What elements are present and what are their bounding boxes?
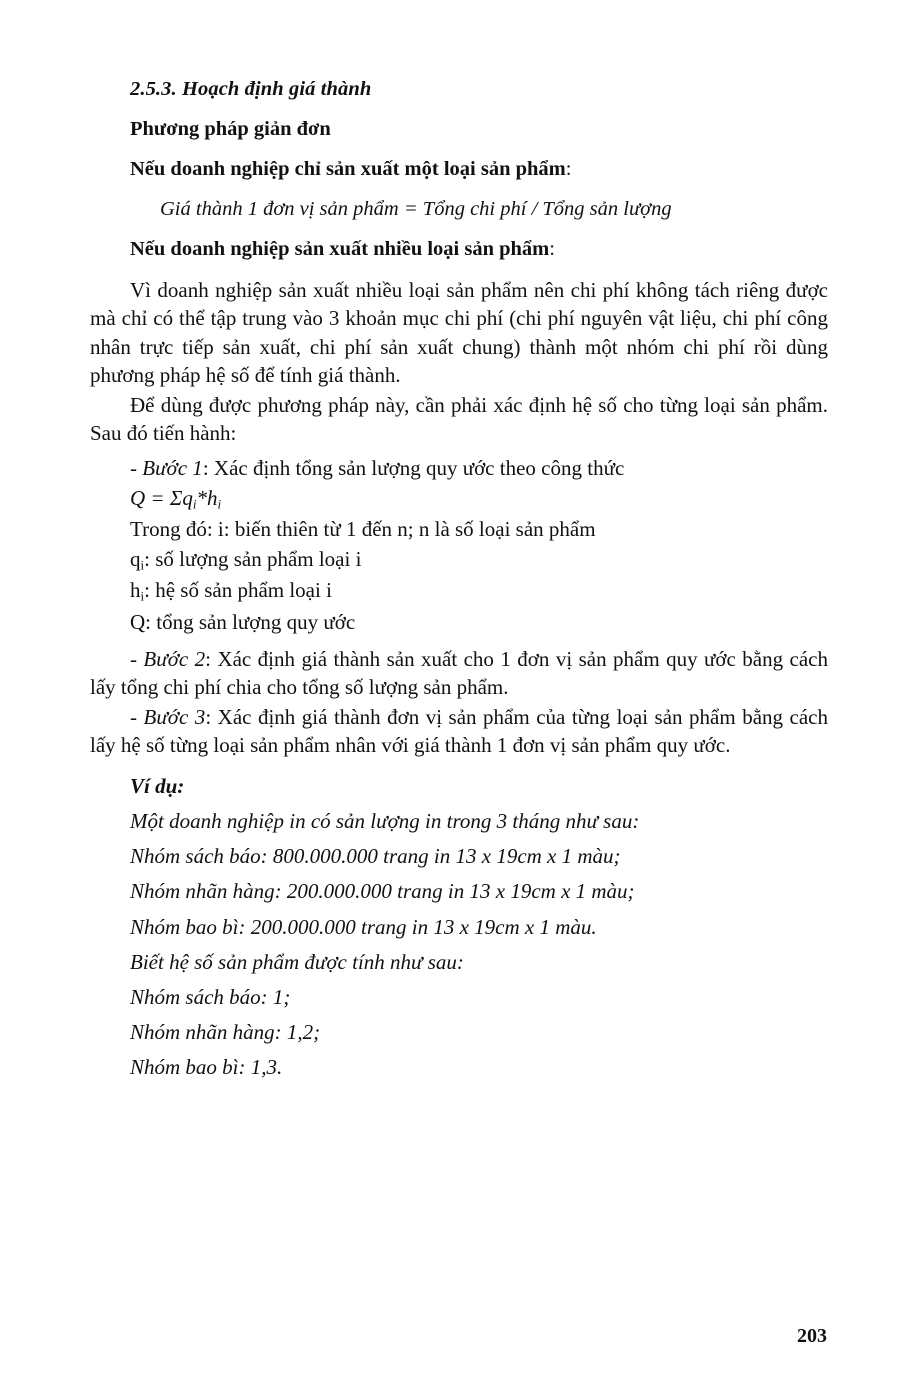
method-subheading: Phương pháp giản đơn [130,118,331,141]
example-intro: Một doanh nghiệp in có sản lượng in trong 3 tháng như sau: [130,808,640,833]
formula-equals: = [145,485,170,510]
example-coefficient-intro: Biết hệ số sản phẩm được tính như sau: [130,949,464,974]
definition-q-total [130,608,828,637]
example-title: Ví dụ: [130,773,185,798]
multi-product-lead [130,236,828,263]
multi-product-paragraph-1: Vì doanh nghiệp sản xuất nhiều loại sản phẩm nên chi phí không tách riêng được mà chỉ có thể tập trung vào 3 khoản mục chi phí (chi phí nguyên vật liệu, chi phí công nhân trực tiếp sản xuất, chi phí sản xuất chung) thành một nhóm chi phí rồi dùng phương pháp hệ số để tính giá thành. [90,278,828,387]
definition-h-i-subscript: i [140,589,145,605]
definition-q-i-subscript: i [140,557,145,573]
formula-operator: * [196,485,207,510]
multi-product-lead-text: Nếu doanh nghiệp sản xuất nhiều loại sản phẩm [130,238,550,261]
formula-sigma: Σ [169,485,183,510]
formula-where-label: Trong đó: [130,517,213,542]
definition-h-i [130,576,828,605]
step-3-label: - Bước 3 [130,705,206,730]
example-output-line-1: Nhóm sách báo: 800.000.000 trang in 13 x 19cm x 1 màu; [130,844,621,869]
spacer-before-example [90,762,828,772]
example-output-line-3: Nhóm bao bì: 200.000.000 trang in 13 x 19cm x 1 màu. [130,914,597,939]
formula-where-text: i: biến thiên từ 1 đến n; n là số loại sản phẩm [217,517,596,542]
page-content [90,76,828,1089]
definition-q-total-text: : tổng sản lượng quy ước [145,609,356,634]
formula-where-line [130,515,828,543]
step-3 [90,703,828,759]
step-1-label: - Bước 1 [130,455,203,480]
step-2 [90,645,828,701]
formula-lhs: Q [130,485,146,510]
quantity-formula [130,484,828,513]
multi-product-paragraph-2: Để dùng được phương pháp này, cần phải xác định hệ số cho từng loại sản phẩm. Sau đó tiến hành: [90,393,828,446]
example-output-line-2: Nhóm nhãn hàng: 200.000.000 trang in 13 x 19cm x 1 màu; [130,879,635,904]
step-3-colon: : [205,705,218,730]
single-product-lead-text: Nếu doanh nghiệp chỉ sản xuất một loại sản phẩm [130,158,566,181]
example-coefficient-line-1: Nhóm sách báo: 1; [130,985,291,1010]
step-2-colon: : [205,646,218,671]
definition-q-i-text: : số lượng sản phẩm loại i [144,547,362,572]
formula-term1-subscript: i [192,496,197,512]
single-product-lead [130,156,828,183]
definition-h-i-base: h [130,578,141,603]
formula-term1-base: q [182,485,193,510]
definition-q-i-base: q [130,547,141,572]
step-1-text: Xác định tổng sản lượng quy ước theo công thức [213,455,625,480]
page-number: 203 [797,1325,827,1347]
definition-q-total-base: Q [130,609,146,634]
section-heading: 2.5.3. Hoạch định giá thành [130,78,372,100]
example-coefficient-line-2: Nhóm nhãn hàng: 1,2; [130,1020,321,1045]
step-2-label: - Bước 2 [130,646,206,671]
definition-q-i [130,545,828,574]
step-1-colon: : [202,455,214,480]
definition-h-i-text: : hệ số sản phẩm loại i [144,578,332,603]
multi-product-lead-colon: : [549,238,555,261]
step-3-text: Xác định giá thành đơn vị sản phẩm của từng loại sản phẩm bằng cách lấy hệ số từng loại sản phẩm nhân với giá thành 1 đơn vị sản phẩm quy ước. [90,705,828,758]
example-coefficient-line-3: Nhóm bao bì: 1,3. [130,1055,283,1080]
formula-term2-subscript: i [217,496,222,512]
formula-term2-base: h [206,485,218,510]
single-product-lead-colon: : [565,158,572,181]
single-product-formula: Giá thành 1 đơn vị sản phẩm = Tổng chi phí / Tổng sản lượng [160,198,672,221]
step-1 [90,454,828,482]
step-2-text: Xác định giá thành sản xuất cho 1 đơn vị sản phẩm quy ước bằng cách lấy tổng chi phí chia cho tổng số lượng sản phẩm. [90,646,828,699]
